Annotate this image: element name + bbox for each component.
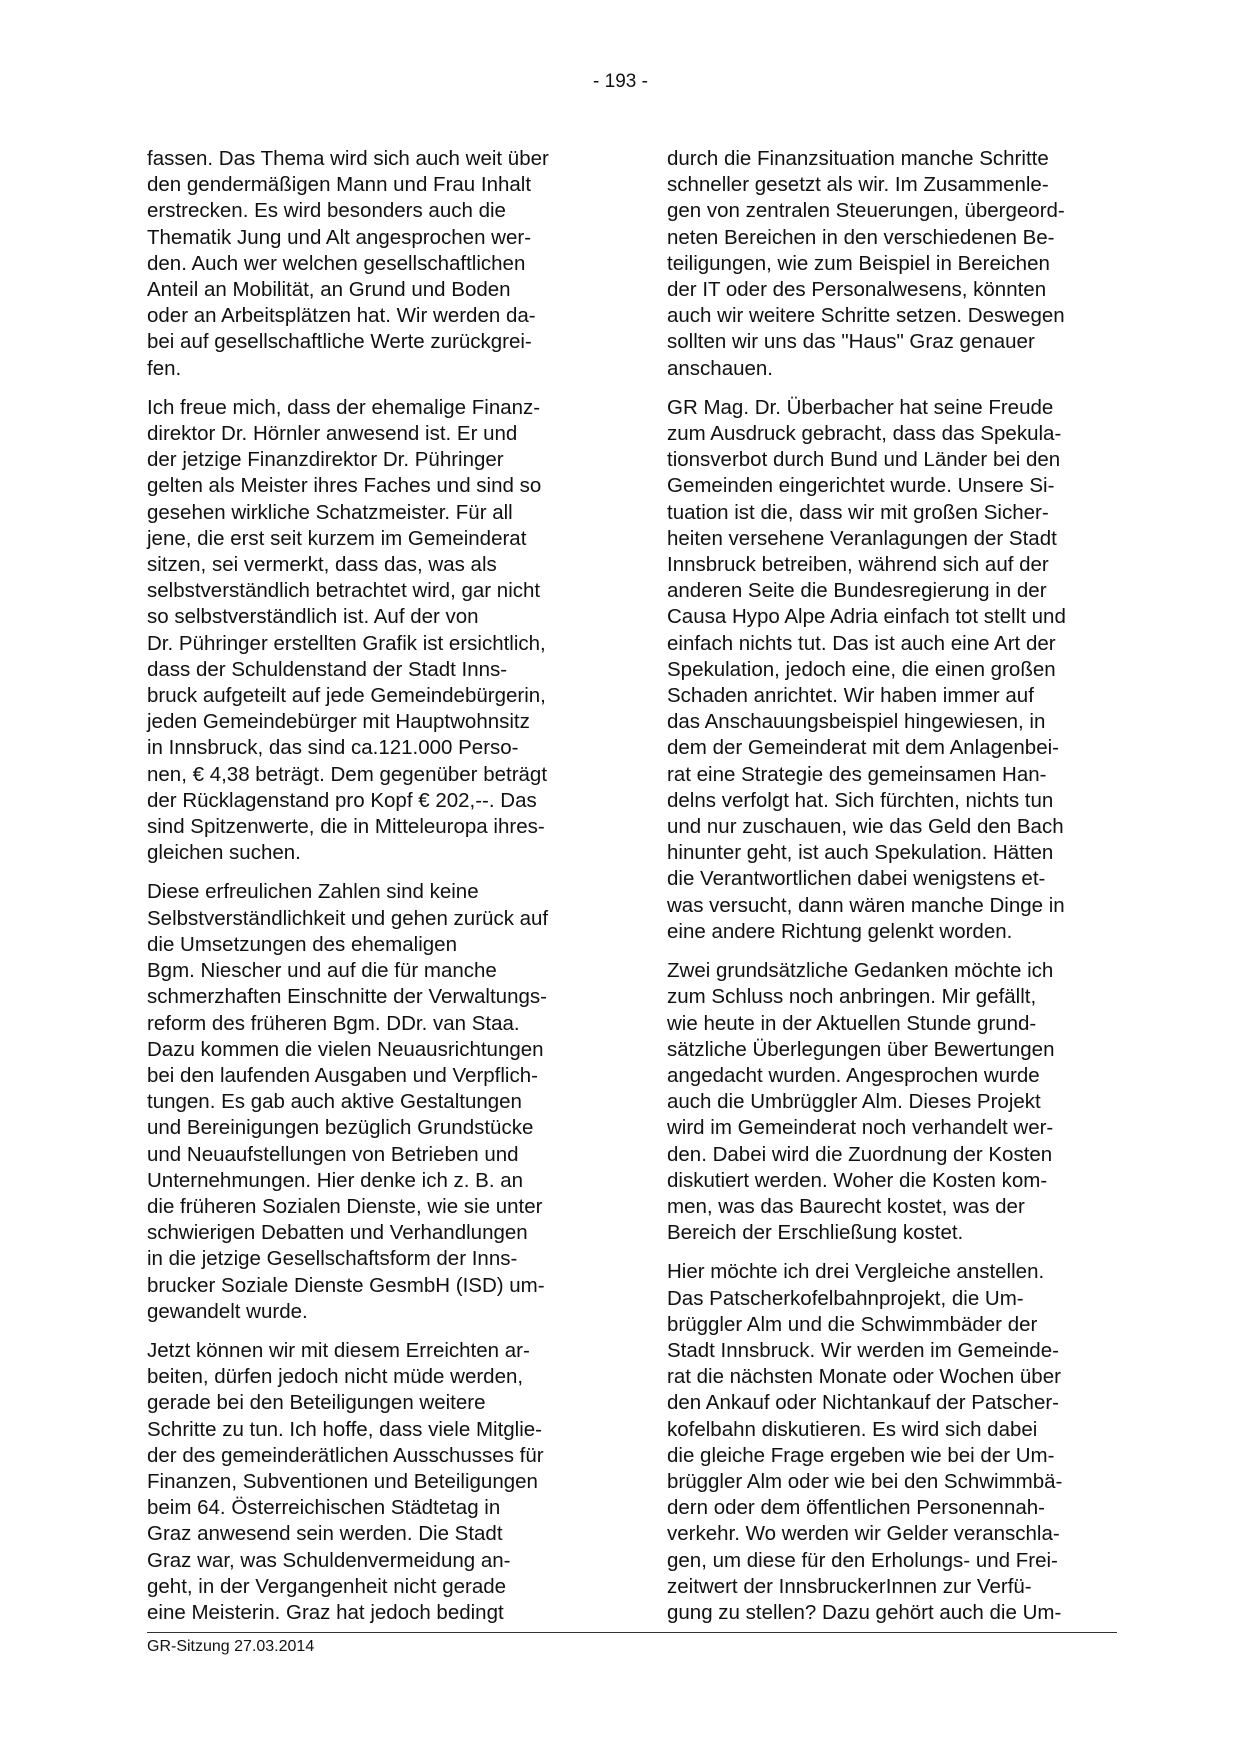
footer-session-date: GR-Sitzung 27.03.2014 (147, 1638, 315, 1655)
paragraph: Diese erfreulichen Zahlen sind keine Selbstverständlichkeit und gehen zurück auf die Umsetzungen des ehemaligen Bgm. Niescher und auf die für manche schmerzhaften Einschnitte der Verwaltungs- reform des früheren Bgm. DDr. van Staa. Dazu kommen die vielen Neuausrichtungen bei den laufenden Ausgaben und Verpflich- tungen. Es gab auch aktive Gestaltungen und Bereinigungen bezüglich Grundstücke und Neuaufstellungen von Betrieben und Unternehmungen. Hier denke ich z. B. an die früheren Sozialen Dienste, wie sie unter schwierigen Debatten und Verhandlungen in die jetzige Gesellschaftsform der Inns- brucker Soziale Dienste GesmbH (ISD) um- gewandelt wurde. (147, 880, 549, 1323)
paragraph: durch die Finanzsituation manche Schritte schneller gesetzt als wir. Im Zusammenle- gen von zentralen Steuerungen, übergeord- neten Bereichen in den verschiedenen Be- teiligungen, wie zum Beispiel in Bereichen der IT oder des Personalwesens, könnten auch wir weitere Schritte setzen. Deswegen sollten wir uns das "Haus" Graz genauer anschauen. (667, 147, 1065, 380)
paragraph: fassen. Das Thema wird sich auch weit über den gendermäßigen Mann und Frau Inhalt erstrecken. Es wird besonders auch die Thematik Jung und Alt angesprochen wer- den. Auch wer welchen gesellschaftlichen Anteil an Mobilität, an Grund und Boden oder an Arbeitsplätzen hat. Wir werden da- bei auf gesellschaftliche Werte zurückgrei- fen. (147, 147, 549, 380)
page-number: - 193 - (593, 71, 648, 92)
right-column (667, 146, 1117, 1639)
left-column (147, 146, 597, 1639)
paragraph: Zwei grundsätzliche Gedanken möchte ich zum Schluss noch anbringen. Mir gefällt, wie heute in der Aktuellen Stunde grund- sätzliche Überlegungen über Bewertungen angedacht wurden. Angesprochen wurde auch die Umbrüggler Alm. Dieses Projekt wird im Gemeinderat noch verhandelt wer- den. Dabei wird die Zuordnung der Kosten diskutiert werden. Woher die Kosten kom- men, was das Baurecht kostet, was der Bereich der Erschließung kostet. (667, 959, 1055, 1245)
paragraph: Ich freue mich, dass der ehemalige Finanz- direktor Dr. Hörnler anwesend ist. Er und der jetzige Finanzdirektor Dr. Pühringer gelten als Meister ihres Faches und sind so gesehen wirkliche Schatzmeister. Für all jene, die erst seit kurzem im Gemeinderat sitzen, sei vermerkt, dass das, was als selbstverständlich betrachtet wird, gar nicht so selbstverständlich ist. Auf der von Dr. Pühringer erstellten Grafik ist ersichtlich, dass der Schuldenstand der Stadt Inns- bruck aufgeteilt auf jede Gemeindebürgerin, jeden Gemeindebürger mit Hauptwohnsitz in Innsbruck, das sind ca.121.000 Perso- nen, € 4,38 beträgt. Dem gegenüber beträgt der Rücklagenstand pro Kopf € 202,--. Das sind Spitzenwerte, die in Mitteleuropa ihres- gleichen suchen. (147, 395, 548, 865)
footer-divider (147, 1632, 1117, 1633)
paragraph: Hier möchte ich drei Vergleiche anstellen. Das Patscherkofelbahnprojekt, die Um- brüggler Alm und die Schwimmbäder der Stadt Innsbruck. Wir werden im Gemeinde- rat die nächsten Monate oder Wochen über den Ankauf oder Nichtankauf der Patscher- kofelbahn diskutieren. Es wird sich dabei die gleiche Frage ergeben wie bei der Um- brüggler Alm oder wie bei den Schwimmbä- dern oder dem öffentlichen Personennah- verkehr. Wo werden wir Gelder veranschla- gen, um diese für den Erholungs- und Frei- zeitwert der InnsbruckerInnen zur Verfü- gung zu stellen? Dazu gehört auch die Um- (667, 1260, 1063, 1624)
paragraph: GR Mag. Dr. Überbacher hat seine Freude zum Ausdruck gebracht, dass das Spekula- tionsverbot durch Bund und Länder bei den Gemeinden eingerichtet wurde. Unsere Si- tuation ist die, dass wir mit großen Sicher- heiten versehene Veranlagungen der Stadt Innsbruck betreiben, während sich auf der anderen Seite die Bundesregierung in der Causa Hypo Alpe Adria einfach tot stellt und einfach nichts tut. Das ist auch eine Art der Spekulation, jedoch eine, die einen großen Schaden anrichtet. Wir haben immer auf das Anschauungsbeispiel hingewiesen, in dem der Gemeinderat mit dem Anlagenbei- rat eine Strategie des gemeinsamen Han- delns verfolgt hat. Sich fürchten, nichts tun und nur zuschauen, wie das Geld den Bach hinunter geht, ist auch Spekulation. Hätten die Verantwortlichen dabei wenigstens et- was versucht, dann wären manche Dinge in eine andere Richtung gelenkt worden. (667, 395, 1066, 943)
paragraph: Jetzt können wir mit diesem Erreichten ar- beiten, dürfen jedoch nicht müde werden, gerade bei den Beteiligungen weitere Schritte zu tun. Ich hoffe, dass viele Mitglie- der des gemeinderätlichen Ausschusses für Finanzen, Subventionen und Beteiligungen beim 64. Österreichischen Städtetag in Graz anwesend sein werden. Die Stadt Graz war, was Schuldenvermeidung an- geht, in der Vergangenheit nicht gerade eine Meisterin. Graz hat jedoch bedingt (147, 1338, 544, 1624)
